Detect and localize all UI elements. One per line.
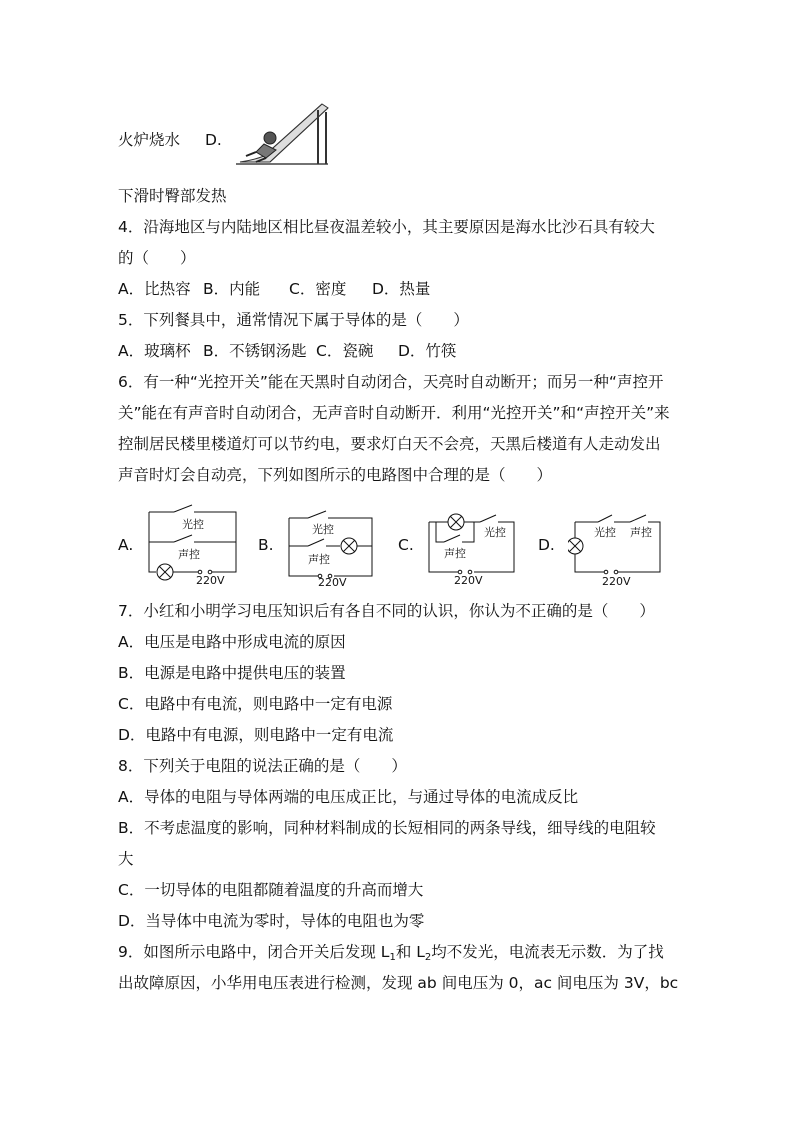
circuit-c-light-label: 光控 [484,526,506,539]
q5-option-b: B．不锈钢汤匙 [203,342,307,360]
q6-option-a-label: A. [118,536,134,554]
circuit-d-light-label: 光控 [594,526,616,539]
circuit-a [144,500,244,586]
q8-option-d: D．当导体中电流为零时，导体的电阻也为零 [118,912,425,930]
l1-subscript: 1 [389,952,396,963]
q6-stem-line1: 6．有一种“光控开关”能在天黑时自动闭合，天亮时自动断开；而另一种“声控开 [118,373,664,391]
circuit-a-light-label: 光控 [182,518,204,531]
q6-option-c-label: C. [398,536,414,554]
q7-option-b: B．电源是电路中提供电压的装置 [118,664,346,682]
circuit-b-voltage-label: 220V [318,576,347,588]
circuit-b [284,508,380,588]
q5-option-c: C．瓷碗 [316,342,374,360]
q4-stem-line1: 4．沿海地区与内陆地区相比昼夜温差较小，其主要原因是海水比沙石具有较大 [118,218,655,236]
q4-stem-line2: 的（ ） [118,249,196,267]
q7-option-d: D．电路中有电源，则电路中一定有电流 [118,726,394,744]
l2-subscript: 2 [424,952,432,963]
q9-stem-line2: 出故障原因，小华用电压表进行检测，发现 ab 间电压为 0，ac 间电压为 3V，bc [118,974,679,992]
circuit-a-sound-label: 声控 [178,548,200,561]
q8-option-b-line1: B．不考虑温度的影响，同种材料制成的长短相同的两条导线，细导线的电阻较 [118,819,656,837]
q8-option-c: C．一切导体的电阻都随着温度的升高而增大 [118,881,424,899]
option-d-caption: 下滑时臀部发热 [118,187,227,205]
q7-option-c: C．电路中有电流，则电路中一定有电源 [118,695,393,713]
q4-option-c: C．密度 [289,280,347,298]
q9-stem-line1 [118,942,664,968]
q7-stem: 7．小红和小明学习电压知识后有各自不同的认识，你认为不正确的是（ ） [118,602,655,620]
q5-option-d: D．竹筷 [398,342,457,360]
circuit-d-sound-label: 声控 [630,526,652,539]
circuit-a-voltage-label: 220V [196,574,225,586]
q9-text-part1: 9．如图所示电路中，闭合开关后发现 L [118,943,390,961]
q6-option-b-label: B. [258,536,274,554]
q4-option-d: D．热量 [372,280,431,298]
q4-option-b: B．内能 [203,280,261,298]
q6-stem-line3: 控制居民楼里楼道灯可以节约电，要求灯白天不会亮，天黑后楼道有人走动发出 [118,435,661,453]
q6-stem-line2: 关”能在有声音时自动闭合，无声音时自动断开．利用“光控开关”和“声控开关”来 [118,404,670,422]
circuit-b-light-label: 光控 [312,523,334,536]
q4-option-a: A．比热容 [118,280,191,298]
q9-text-part3: 均不发光，电流表无示数．为了找 [431,943,664,961]
q5-stem: 5．下列餐具中，通常情况下属于导体的是（ ） [118,311,469,329]
option-d-label: D. [205,131,222,149]
circuit-b-sound-label: 声控 [308,553,330,566]
circuit-d [568,508,668,588]
q9-text-part2: 和 L [395,943,425,961]
q8-option-b-line2: 大 [118,850,134,868]
circuit-d-voltage-label: 220V [602,575,631,588]
slide-illustration [234,98,330,170]
q7-option-a: A．电压是电路中形成电流的原因 [118,633,346,651]
circuit-c-sound-label: 声控 [444,547,466,560]
circuit-c [424,508,520,588]
option-c-text: 火炉烧水 [118,131,181,149]
q5-option-a: A．玻璃杯 [118,342,191,360]
q6-stem-line4: 声音时灯会自动亮，下列如图所示的电路图中合理的是（ ） [118,466,553,484]
q8-stem: 8．下列关于电阻的说法正确的是（ ） [118,757,407,775]
q6-option-d-label: D. [538,536,555,554]
q8-option-a: A．导体的电阻与导体两端的电压成正比，与通过导体的电流成反比 [118,788,579,806]
circuit-c-voltage-label: 220V [454,574,483,587]
